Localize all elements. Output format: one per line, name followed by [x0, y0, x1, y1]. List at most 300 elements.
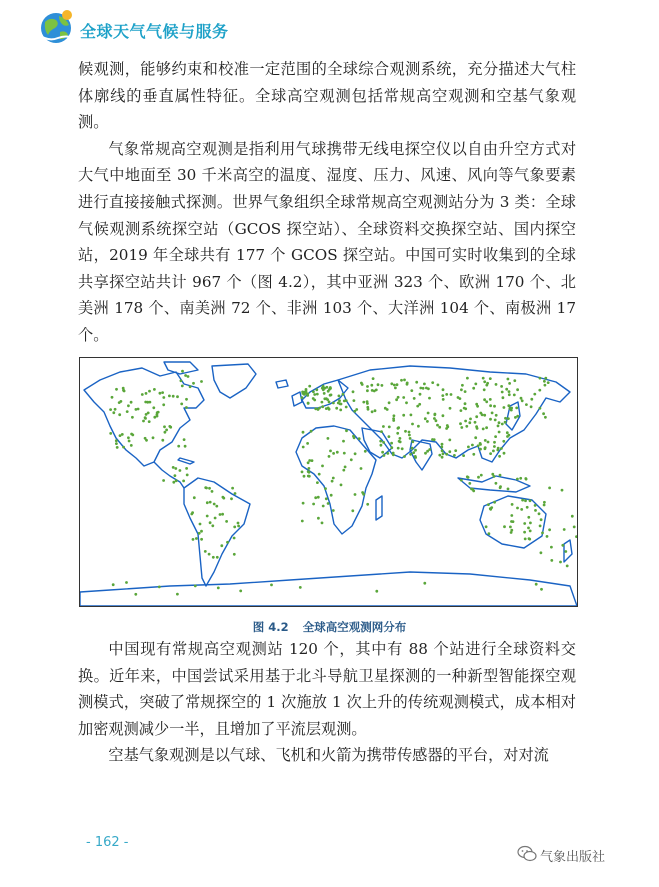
station-dot — [477, 476, 480, 479]
station-dot — [465, 425, 468, 428]
station-dot — [111, 396, 114, 399]
station-dot — [561, 489, 564, 492]
station-dot — [501, 423, 504, 426]
station-dot — [453, 454, 456, 457]
station-dot — [413, 397, 416, 400]
body-text-top — [78, 56, 576, 349]
station-dot — [530, 398, 533, 401]
station-dot — [172, 395, 175, 398]
station-dot — [489, 508, 492, 511]
station-dot — [466, 377, 469, 380]
station-dot — [312, 503, 315, 506]
station-dot — [352, 390, 355, 393]
station-dot — [302, 431, 305, 434]
station-dot — [431, 438, 434, 441]
station-dot — [118, 413, 121, 416]
station-dot — [409, 437, 412, 440]
station-dot — [535, 583, 538, 586]
station-dot — [510, 529, 513, 532]
station-dot — [508, 390, 511, 393]
station-dot — [464, 420, 467, 423]
station-dot — [390, 382, 393, 385]
station-dot — [165, 429, 168, 432]
station-dot — [501, 391, 504, 394]
station-dot — [328, 388, 331, 391]
station-dot — [479, 448, 482, 451]
station-dot — [159, 392, 162, 395]
station-dot — [390, 446, 393, 449]
station-dot — [480, 474, 483, 477]
station-dot — [494, 419, 497, 422]
station-dot — [321, 465, 324, 468]
station-dot — [340, 484, 343, 487]
station-dot — [487, 503, 490, 506]
station-dot — [487, 441, 490, 444]
station-dot — [504, 417, 507, 420]
station-dot — [511, 503, 514, 506]
station-dot — [316, 393, 319, 396]
station-dot — [315, 388, 318, 391]
station-dot — [307, 402, 310, 405]
station-dot — [488, 532, 491, 535]
station-dot — [534, 504, 537, 507]
station-dot — [215, 505, 218, 508]
station-dot — [573, 526, 576, 529]
station-dot — [181, 370, 184, 373]
station-dot — [122, 387, 125, 390]
station-dot — [411, 447, 414, 450]
station-dot — [112, 583, 115, 586]
station-dot — [340, 403, 343, 406]
station-dot — [371, 410, 374, 413]
station-dot — [305, 388, 308, 391]
station-dot — [344, 466, 347, 469]
station-dot — [495, 414, 498, 417]
station-dot — [321, 405, 324, 408]
station-dot — [367, 408, 370, 411]
station-dot — [485, 426, 488, 429]
station-dot — [120, 400, 123, 403]
station-dot — [184, 374, 187, 377]
station-dot — [115, 442, 118, 445]
station-dot — [204, 550, 207, 553]
station-dot — [464, 402, 467, 405]
station-dot — [507, 378, 510, 381]
station-dot — [498, 431, 501, 434]
station-dot — [460, 409, 463, 412]
station-dot — [338, 395, 341, 398]
station-dot — [234, 492, 237, 495]
station-dot — [505, 388, 508, 391]
station-dot — [491, 412, 494, 415]
station-dot — [485, 400, 488, 403]
station-dot — [221, 513, 224, 516]
station-dot — [428, 397, 431, 400]
station-dot — [308, 385, 311, 388]
station-dot — [530, 405, 533, 408]
station-dot — [497, 447, 500, 450]
station-dot — [219, 513, 222, 516]
station-dot — [330, 494, 333, 497]
station-dot — [516, 388, 519, 391]
station-dot — [381, 451, 384, 454]
station-dot — [449, 407, 452, 410]
station-dot — [239, 590, 242, 593]
station-dot — [448, 450, 451, 453]
figure-title: 全球高空观测网分布 — [302, 620, 407, 634]
station-dot — [547, 381, 550, 384]
world-map-svg — [80, 358, 577, 606]
station-dot — [176, 395, 179, 398]
station-dot — [116, 446, 119, 449]
station-dot — [115, 388, 118, 391]
station-dot — [386, 452, 389, 455]
station-dot — [114, 408, 117, 411]
station-dot — [164, 431, 167, 434]
station-dot — [233, 553, 236, 556]
station-dot — [366, 385, 369, 388]
station-dot — [474, 421, 477, 424]
station-dot — [539, 377, 542, 380]
station-dot — [523, 531, 526, 534]
station-dot — [152, 436, 155, 439]
station-dot — [426, 450, 429, 453]
station-dot — [336, 451, 339, 454]
station-dot — [375, 389, 378, 392]
station-dot — [237, 522, 240, 525]
station-dot — [314, 496, 317, 499]
station-dot — [474, 436, 477, 439]
station-dot — [185, 398, 188, 401]
station-dot — [388, 435, 391, 438]
station-dot — [468, 421, 471, 424]
station-dot — [559, 561, 562, 564]
station-dot — [200, 538, 203, 541]
station-dot — [417, 425, 420, 428]
station-dot — [192, 538, 195, 541]
station-dot — [539, 407, 542, 410]
station-dot — [520, 397, 523, 400]
station-dot — [220, 544, 223, 547]
station-dot — [408, 434, 411, 437]
station-dot — [187, 375, 190, 378]
station-dot — [130, 444, 133, 447]
station-dot — [198, 532, 201, 535]
station-dot — [109, 408, 112, 411]
station-dot — [323, 392, 326, 395]
station-dot — [498, 421, 501, 424]
station-dot — [516, 478, 519, 481]
station-dot — [477, 444, 480, 447]
station-dot — [472, 453, 475, 456]
station-dot — [301, 396, 304, 399]
station-dot — [109, 432, 112, 435]
station-dot — [479, 443, 482, 446]
station-dot — [441, 443, 444, 446]
station-dot — [445, 453, 448, 456]
station-dot — [534, 509, 537, 512]
station-dot — [343, 452, 346, 455]
station-dot — [366, 402, 369, 405]
station-dot — [494, 435, 497, 438]
station-dot — [142, 420, 145, 423]
station-dot — [380, 430, 383, 433]
station-dot — [314, 407, 317, 410]
station-dot — [542, 412, 545, 415]
station-dot — [209, 521, 212, 524]
station-dot — [442, 388, 445, 391]
station-dot — [479, 412, 482, 415]
station-dot — [527, 516, 530, 519]
station-dot — [408, 431, 411, 434]
station-dot — [563, 528, 566, 531]
station-dot — [403, 379, 406, 382]
station-dot — [270, 584, 273, 587]
station-dot — [440, 446, 443, 449]
station-dot — [526, 506, 529, 509]
station-dot — [119, 434, 122, 437]
station-dot — [448, 439, 451, 442]
station-dot — [388, 426, 391, 429]
station-dot — [427, 387, 430, 390]
station-dot — [489, 398, 492, 401]
station-dot — [571, 515, 574, 518]
station-dot — [302, 446, 305, 449]
station-dot — [321, 401, 324, 404]
station-dot — [418, 403, 421, 406]
coast-madagascar — [376, 496, 382, 520]
station-dot — [301, 520, 304, 523]
station-dot — [495, 482, 498, 485]
station-dot — [506, 431, 509, 434]
station-dot — [342, 393, 345, 396]
station-dot — [460, 388, 463, 391]
station-dot — [485, 525, 488, 528]
station-dot — [550, 546, 553, 549]
wechat-icon — [517, 845, 537, 863]
station-dot — [345, 429, 348, 432]
station-dot — [521, 499, 524, 502]
station-dot — [504, 421, 507, 424]
figure-number: 图 4.2 — [252, 620, 289, 634]
station-dot — [335, 407, 338, 410]
station-dot — [156, 415, 159, 418]
station-dot — [208, 553, 211, 556]
station-dot — [513, 379, 516, 382]
station-dot — [325, 497, 328, 500]
station-dot — [161, 439, 164, 442]
station-dot — [148, 420, 151, 423]
station-dot — [539, 525, 542, 528]
station-dot — [214, 517, 217, 520]
station-dot — [445, 427, 448, 430]
station-dot — [404, 430, 407, 433]
coast-arctic-islands — [164, 362, 198, 374]
station-dot — [410, 414, 413, 417]
station-dot — [181, 385, 184, 388]
station-dot — [342, 469, 345, 472]
station-dot — [403, 455, 406, 458]
station-dot — [528, 537, 531, 540]
station-dot — [521, 399, 524, 402]
station-dot — [183, 438, 186, 441]
station-dot — [125, 581, 128, 584]
station-dot — [502, 396, 505, 399]
station-dot — [358, 437, 361, 440]
station-dot — [484, 446, 487, 449]
station-dot — [433, 413, 436, 416]
station-dot — [360, 467, 363, 470]
paragraph: 气象常规高空观测是指利用气球携带无线电探空仪以自由升空方式对大气中地面至 30 千米高空的温度、湿度、压力、风速、风向等气象要素进行直接接触式探测。世界气象组织全球常规高空观测站分为 3 类：全球气候观测系统探空站（GCOS 探空站）、全球资料交换探空站、国内探空站，2019 年全球共有 177 个 GCOS 探空站。中国可实时收集到的全球共享探空站共计 967 个（图 4.2），其中亚洲 323 个、欧洲 170 个、北美洲 178 个、南美洲 72 个、非洲 103 个、大洋洲 104 个、南极洲 17 个。 — [78, 139, 576, 344]
station-dot — [338, 399, 341, 402]
station-dot — [546, 535, 549, 538]
station-dot — [402, 414, 405, 417]
station-dot — [489, 377, 492, 380]
station-dot — [307, 470, 310, 473]
station-dot — [345, 406, 348, 409]
station-dot — [424, 452, 427, 455]
station-dot — [325, 407, 328, 410]
station-dot — [459, 422, 462, 425]
station-dot — [538, 512, 541, 515]
station-dot — [193, 496, 196, 499]
station-dot — [364, 450, 367, 453]
station-dot — [507, 404, 510, 407]
station-dot — [175, 479, 178, 482]
station-dot — [371, 389, 374, 392]
station-dot — [339, 409, 342, 412]
station-dot — [200, 530, 203, 533]
station-dot — [127, 404, 130, 407]
station-dot — [379, 440, 382, 443]
station-dot — [499, 486, 502, 489]
station-dot — [475, 415, 478, 418]
station-dot — [230, 497, 233, 500]
station-dot — [328, 455, 331, 458]
station-dot — [168, 425, 171, 428]
globe-icon — [36, 8, 76, 46]
station-dot — [206, 515, 209, 518]
station-dot — [438, 454, 441, 457]
station-dot — [174, 474, 177, 477]
station-dot — [524, 538, 527, 541]
station-dot — [445, 393, 448, 396]
station-dot — [412, 451, 415, 454]
station-dot — [441, 394, 444, 397]
station-dot — [362, 401, 365, 404]
station-dot — [382, 425, 385, 428]
station-dot — [145, 439, 148, 442]
station-dot — [550, 559, 553, 562]
station-dot — [401, 447, 404, 450]
station-dot — [323, 397, 326, 400]
station-dot — [135, 408, 138, 411]
station-dot — [442, 398, 445, 401]
station-dot — [564, 550, 567, 553]
station-dot — [529, 530, 532, 533]
station-dot — [437, 384, 440, 387]
station-points — [109, 370, 577, 596]
station-dot — [390, 442, 393, 445]
station-dot — [396, 432, 399, 435]
station-dot — [185, 467, 188, 470]
page-header — [36, 8, 636, 46]
station-dot — [310, 430, 313, 433]
station-dot — [512, 520, 515, 523]
coast-caribbean — [178, 458, 194, 464]
station-dot — [393, 414, 396, 417]
station-dot — [515, 407, 518, 410]
station-dot — [144, 416, 147, 419]
station-dot — [186, 474, 189, 477]
station-dot — [529, 522, 532, 525]
station-dot — [544, 416, 547, 419]
station-dot — [168, 395, 171, 398]
paragraph: 中国现有常规高空观测站 120 个，其中有 88 个站进行全球资料交换。近年来，中国尝试采用基于北斗导航卫星探测的一种新型智能探空观测模式，突破了常规探空的 1 次施放 1 次上升的传统观测模式，成本相对加密观测减少一半，且增加了平流层观测。 — [78, 640, 576, 738]
page-number: - 162 - — [86, 835, 129, 850]
station-dot — [131, 416, 134, 419]
station-dot — [384, 407, 387, 410]
station-dot — [134, 593, 137, 596]
station-dot — [313, 393, 316, 396]
station-dot — [483, 398, 486, 401]
station-dot — [397, 447, 400, 450]
station-dot — [329, 450, 332, 453]
paragraph: 候观测，能够约束和校准一定范围的全球综合观测系统，充分描述大气柱体廓线的垂直属性特征。全球高空观测包括常规高空观测和空基气象观测。 — [78, 60, 576, 132]
station-dot — [199, 523, 202, 526]
station-dot — [461, 384, 464, 387]
station-dot — [414, 456, 417, 459]
station-dot — [172, 481, 175, 484]
station-dot — [318, 473, 321, 476]
station-dot — [438, 426, 441, 429]
station-dot — [153, 388, 156, 391]
station-dot — [312, 390, 315, 393]
station-dot — [231, 487, 234, 490]
station-dot — [460, 426, 463, 429]
station-dot — [216, 556, 219, 559]
station-dot — [509, 526, 512, 529]
station-dot — [366, 389, 369, 392]
station-dot — [472, 490, 475, 493]
station-dot — [503, 525, 506, 528]
station-dot — [527, 527, 530, 530]
station-dot — [454, 449, 457, 452]
station-dot — [489, 418, 492, 421]
station-dot — [177, 445, 180, 448]
station-dot — [468, 482, 471, 485]
station-dot — [493, 501, 496, 504]
station-dot — [523, 522, 526, 525]
station-dot — [503, 406, 506, 409]
station-dot — [192, 382, 195, 385]
station-dot — [353, 399, 356, 402]
station-dot — [395, 398, 398, 401]
station-dot — [484, 439, 487, 442]
station-dot — [306, 392, 309, 395]
station-dot — [180, 379, 183, 382]
station-dot — [394, 387, 397, 390]
station-dot — [147, 412, 150, 415]
header-title: 全球天气气候与服务 — [80, 22, 229, 41]
station-dot — [217, 587, 220, 590]
station-dot — [225, 520, 228, 523]
station-dot — [308, 467, 311, 470]
station-dot — [541, 532, 544, 535]
station-dot — [145, 392, 148, 395]
station-dot — [130, 401, 133, 404]
station-dot — [212, 556, 215, 559]
